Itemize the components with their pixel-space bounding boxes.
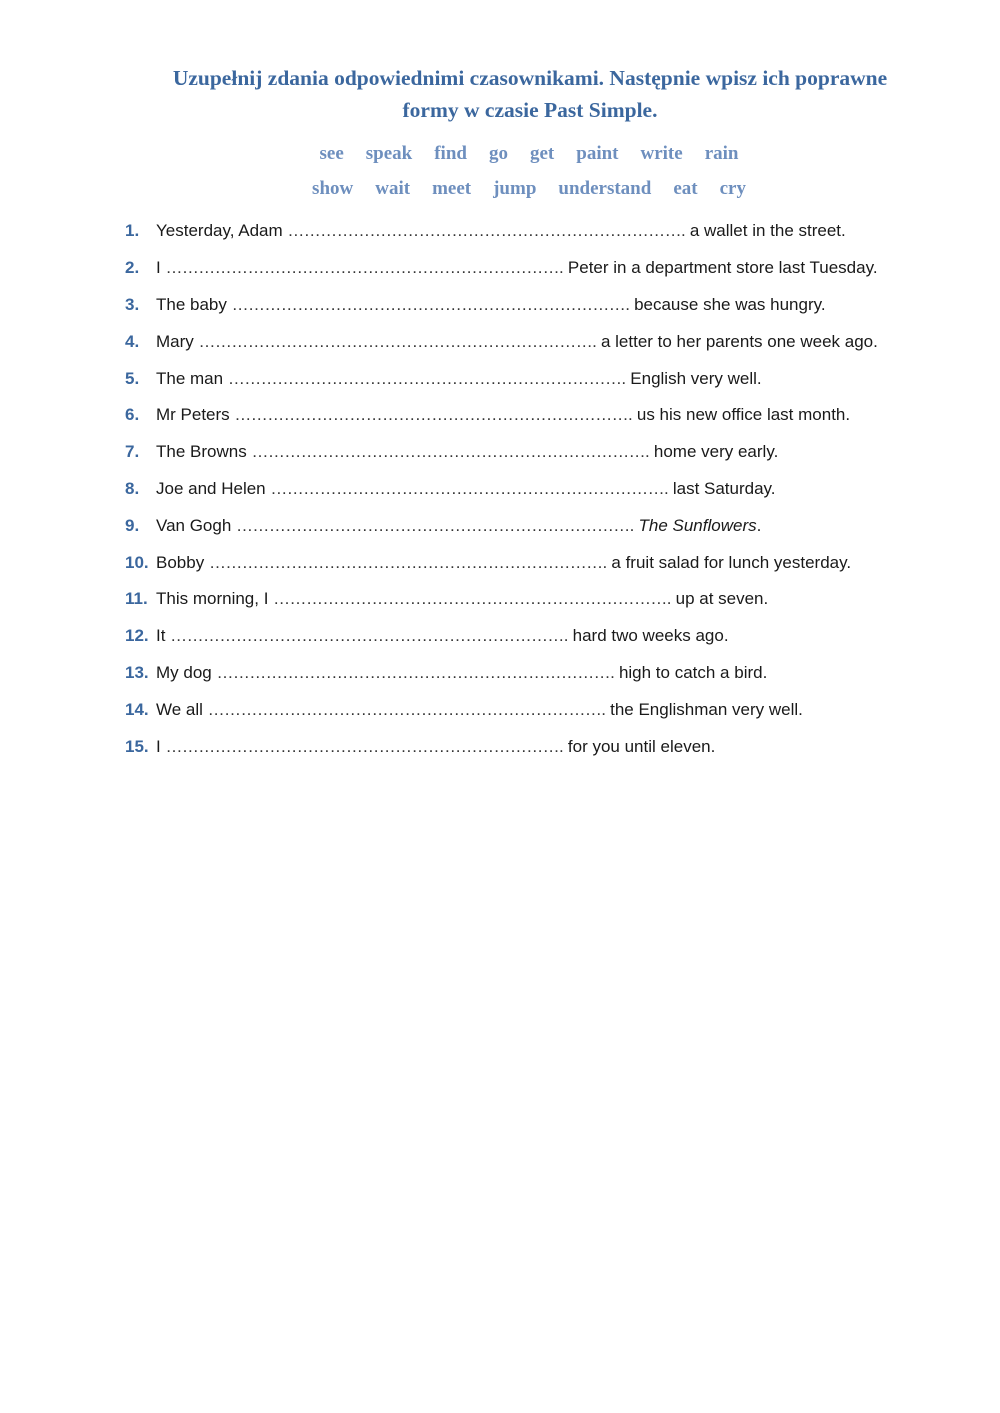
exercise-item: [125, 728, 985, 765]
exercise-item: [125, 287, 985, 324]
answer-blank[interactable]: ……………………………………………………………….: [216, 662, 615, 682]
exercise-number: 1.: [125, 221, 140, 241]
answer-blank[interactable]: ……………………………………………………………….: [207, 699, 606, 719]
sentence-end: hard two weeks ago.: [567, 626, 729, 646]
title-line-1: Uzupełnij zdania odpowiednimi czasownikami. Następnie wpisz ich poprawne: [172, 66, 888, 90]
word-bank-item: jump: [493, 178, 537, 199]
word-bank-item: rain: [704, 143, 739, 164]
sentence-end: English very well.: [625, 368, 762, 388]
word-bank-item: paint: [576, 143, 619, 164]
answer-blank[interactable]: ……………………………………………………………….: [273, 589, 671, 609]
exercise-number: 14.: [125, 699, 149, 719]
exercise-item: [125, 618, 985, 655]
answer-blank[interactable]: ……………………………………………………………….: [234, 405, 633, 425]
worksheet-title: [100, 62, 960, 126]
exercise-number: 12.: [125, 626, 149, 646]
answer-blank[interactable]: ……………………………………………………………….: [227, 368, 626, 388]
sentence-start: My dog: [156, 662, 217, 682]
exercise-number: 2.: [125, 258, 140, 278]
exercise-item: [125, 471, 985, 508]
word-bank-item: speak: [365, 143, 413, 164]
exercise-item: [125, 581, 985, 618]
sentence-end: Peter in a department store last Tuesday.: [563, 258, 878, 278]
sentence-end: because she was hungry.: [629, 294, 826, 314]
exercise-number: 8.: [125, 478, 140, 498]
word-bank-item: cry: [719, 178, 746, 199]
sentence-italic: The Sunflowers: [638, 515, 757, 535]
exercise-number: 4.: [125, 331, 140, 351]
sentence-start: This morning, I: [156, 589, 274, 609]
sentence-end: home very early.: [649, 442, 779, 462]
sentence-end: for you until eleven.: [563, 736, 716, 756]
sentence-start: I: [156, 258, 166, 278]
sentence-start: Van Gogh: [156, 515, 237, 535]
sentence-end: the Englishman very well.: [605, 699, 803, 719]
sentence-start: I: [156, 736, 166, 756]
exercise-item: [125, 397, 985, 434]
answer-blank[interactable]: ……………………………………………………………….: [170, 626, 568, 646]
exercise-item: [125, 691, 985, 728]
exercise-item: [125, 250, 985, 287]
exercise-number: 7.: [125, 442, 140, 462]
sentence-start: The baby: [156, 294, 232, 314]
sentence-start: It: [156, 626, 171, 646]
sentence-start: Mr Peters: [156, 405, 235, 425]
word-bank-item: wait: [375, 178, 411, 199]
sentence-end: last Saturday.: [668, 478, 776, 498]
sentence-end: a fruit salad for lunch yesterday.: [606, 552, 852, 572]
word-bank-item: meet: [432, 178, 472, 199]
exercise-number: 5.: [125, 368, 140, 388]
sentence-end: a letter to her parents one week ago.: [596, 331, 878, 351]
title-line-2: formy w czasie Past Simple.: [402, 98, 658, 122]
exercise-number: 10.: [125, 552, 149, 572]
sentence-start: Bobby: [156, 552, 209, 572]
word-bank-item: find: [434, 143, 467, 164]
sentence-start: The Browns: [156, 442, 252, 462]
answer-blank[interactable]: ……………………………………………………………….: [165, 736, 564, 756]
sentence-start: Joe and Helen: [156, 478, 271, 498]
word-bank-item: show: [312, 178, 354, 199]
word-bank-item: get: [529, 143, 555, 164]
sentence-start: Mary: [156, 331, 199, 351]
sentence-tail: .: [756, 515, 762, 535]
exercise-number: 6.: [125, 405, 140, 425]
sentence-end: high to catch a bird.: [614, 662, 768, 682]
sentence-start: We all: [156, 699, 208, 719]
exercise-number: 15.: [125, 736, 149, 756]
exercise-item: [125, 507, 985, 544]
word-bank-item: understand: [558, 178, 652, 199]
answer-blank[interactable]: ……………………………………………………………….: [208, 552, 607, 572]
answer-blank[interactable]: ……………………………………………………………….: [231, 294, 630, 314]
answer-blank[interactable]: ……………………………………………………………….: [198, 331, 597, 351]
answer-blank[interactable]: ……………………………………………………………….: [251, 442, 650, 462]
word-bank-row-2: [0, 178, 1000, 200]
exercise-number: 3.: [125, 294, 140, 314]
answer-blank[interactable]: ……………………………………………………………….: [287, 221, 686, 241]
exercise-list: [125, 213, 985, 765]
answer-blank[interactable]: ……………………………………………………………….: [270, 478, 669, 498]
sentence-end: us his new office last month.: [632, 405, 851, 425]
sentence-end: up at seven.: [670, 589, 769, 609]
exercise-item: [125, 434, 985, 471]
answer-blank[interactable]: ……………………………………………………………….: [236, 515, 634, 535]
exercise-number: 13.: [125, 662, 149, 682]
exercise-item: [125, 360, 985, 397]
sentence-start: Yesterday, Adam: [156, 221, 288, 241]
answer-blank[interactable]: ……………………………………………………………….: [165, 258, 564, 278]
exercise-item: [125, 655, 985, 692]
exercise-number: 9.: [125, 515, 140, 535]
word-bank-item: go: [488, 143, 508, 164]
exercise-item: [125, 213, 985, 250]
exercise-item: [125, 544, 985, 581]
sentence-end: a wallet in the street.: [685, 221, 846, 241]
word-bank-item: write: [640, 143, 683, 164]
exercise-number: 11.: [125, 589, 148, 609]
sentence-start: The man: [156, 368, 228, 388]
word-bank-row-1: [0, 143, 1000, 165]
exercise-item: [125, 323, 985, 360]
word-bank-item: eat: [673, 178, 698, 199]
word-bank-item: see: [319, 143, 344, 164]
